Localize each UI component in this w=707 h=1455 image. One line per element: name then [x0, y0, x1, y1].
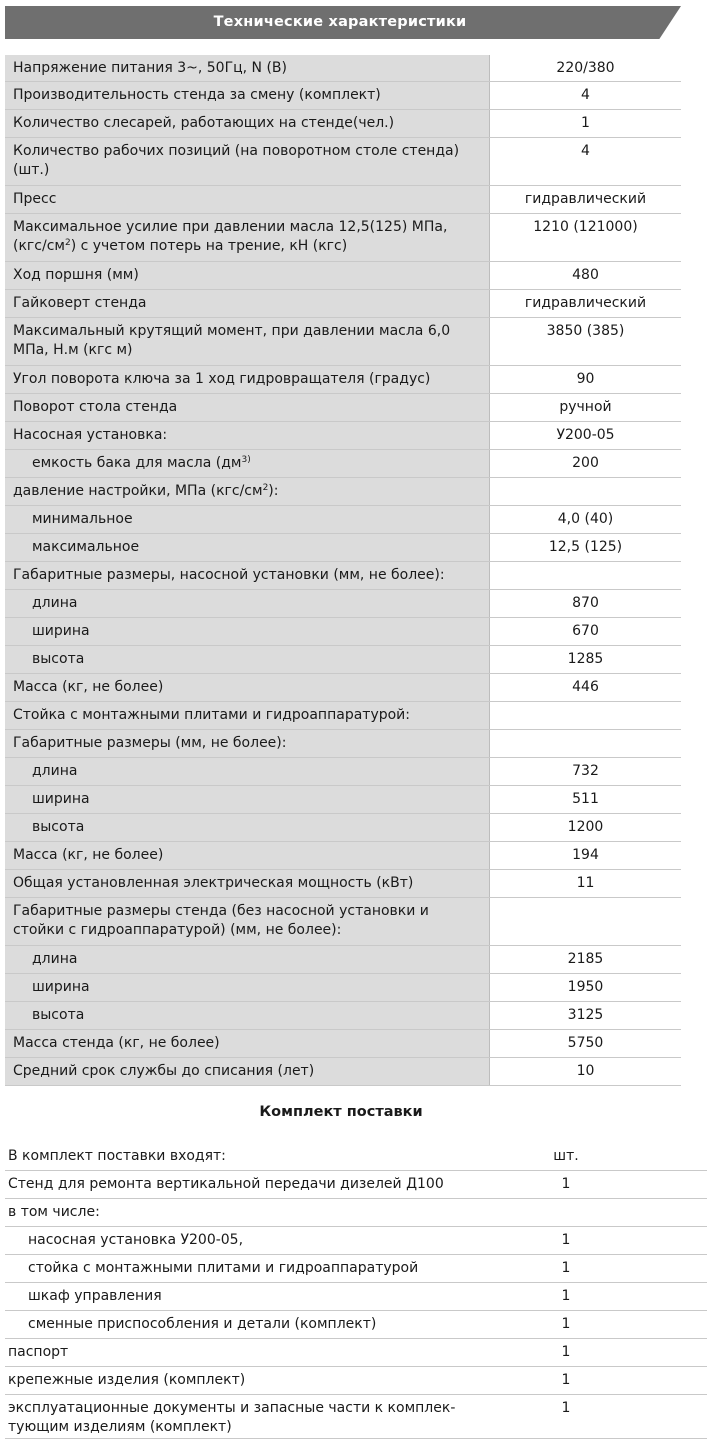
spec-value: 2185: [567, 951, 604, 967]
spec-row: [5, 450, 681, 478]
spec-label: Габаритные размеры (мм, не более):: [5, 730, 490, 757]
delivery-label: в том числе:: [8, 1204, 100, 1220]
delivery-label: шкаф управления: [28, 1288, 162, 1304]
spec-label: ширина: [5, 786, 490, 813]
delivery-label: насосная установка У200-05,: [28, 1232, 244, 1248]
spec-value: гидравлический: [524, 191, 647, 207]
delivery-row: [5, 1143, 707, 1171]
delivery-label: эксплуатационные документы и запасные части к комплек-тующим изделиям (комплект): [8, 1400, 456, 1435]
spec-label: ширина: [5, 618, 490, 645]
spec-row: [5, 214, 681, 262]
spec-label: Масса (кг, не более): [5, 842, 490, 869]
spec-value: ручной: [559, 399, 612, 415]
spec-value: 1285: [567, 651, 604, 667]
spec-label: Угол поворота ключа за 1 ход гидровращателя (градус): [5, 366, 490, 393]
spec-value: 1950: [567, 979, 604, 995]
spec-row: [5, 758, 681, 786]
spec-label: Масса стенда (кг, не более): [5, 1030, 490, 1057]
spec-value: 4,0 (40): [557, 511, 614, 527]
spec-row: [5, 422, 681, 450]
spec-value: 11: [576, 875, 595, 891]
delivery-label: В комплект поставки входят:: [8, 1148, 226, 1164]
delivery-value: 1: [561, 1232, 571, 1248]
spec-label: Количество слесарей, работающих на стенде(чел.): [5, 110, 490, 137]
spec-label: Габаритные размеры, насосной установки (мм, не более):: [5, 562, 490, 589]
spec-value: 220/380: [556, 60, 615, 76]
spec-label: высота: [5, 814, 490, 841]
spec-value: 670: [572, 623, 599, 639]
spec-value: 511: [572, 791, 599, 807]
delivery-row: [5, 1171, 707, 1199]
spec-label: Максимальное усилие при давлении масла 12,5(125) МПа, $(кгс/см^2)$ с учетом потерь на трение, кН (кгс): [5, 214, 490, 261]
spec-row: [5, 786, 681, 814]
delivery-row: [5, 1311, 707, 1339]
spec-value: 4: [581, 87, 590, 103]
delivery-label: крепежные изделия (комплект): [8, 1372, 246, 1388]
spec-row: [5, 318, 681, 366]
spec-row: [5, 814, 681, 842]
spec-label: минимальное: [5, 506, 490, 533]
spec-row: [5, 562, 681, 590]
delivery-value: 1: [561, 1344, 571, 1360]
spec-value: 732: [572, 763, 599, 779]
spec-row: [5, 974, 681, 1002]
delivery-label: паспорт: [8, 1344, 69, 1360]
spec-value: 870: [572, 595, 599, 611]
delivery-label: сменные приспособления и детали (комплект): [28, 1316, 377, 1332]
delivery-value: шт.: [553, 1148, 579, 1164]
spec-value: гидравлический: [524, 295, 647, 311]
spec-value: 5750: [567, 1035, 604, 1051]
spec-label: Количество рабочих позиций (на поворотном столе стенда) (шт.): [5, 138, 490, 185]
spec-row: [5, 506, 681, 534]
spec-label: емкость бака для масла ($дм^{3)}$: [5, 450, 490, 477]
spec-value: [490, 562, 681, 589]
spec-label: Максимальный крутящий момент, при давлении масла 6,0 МПа, Н.м (кгс м): [5, 318, 490, 365]
spec-row: [5, 702, 681, 730]
spec-row: [5, 1002, 681, 1030]
spec-label: Пресс: [5, 186, 490, 213]
spec-label: ширина: [5, 974, 490, 1001]
spec-row: [5, 618, 681, 646]
spec-value: 90: [576, 371, 595, 387]
spec-label: длина: [5, 758, 490, 785]
spec-row: [5, 1030, 681, 1058]
spec-row: [5, 55, 681, 82]
spec-row: [5, 590, 681, 618]
spec-label: Поворот стола стенда: [5, 394, 490, 421]
delivery-row: [5, 1283, 707, 1311]
spec-row: [5, 946, 681, 974]
spec-row: [5, 870, 681, 898]
delivery-row: [5, 1367, 707, 1395]
spec-label: Ход поршня (мм): [5, 262, 490, 289]
page-title: Технические характеристики: [213, 14, 467, 30]
delivery-value: 1: [561, 1372, 571, 1388]
delivery-row: [5, 1255, 707, 1283]
delivery-value: 1: [561, 1176, 571, 1192]
spec-row: [5, 534, 681, 562]
spec-label: Общая установленная электрическая мощность (кВт): [5, 870, 490, 897]
spec-label: Масса (кг, не более): [5, 674, 490, 701]
spec-value: [490, 478, 681, 505]
spec-label: максимальное: [5, 534, 490, 561]
spec-row: [5, 366, 681, 394]
delivery-row: [5, 1227, 707, 1255]
spec-row: [5, 1058, 681, 1086]
spec-value: 200: [572, 455, 599, 471]
delivery-row: [5, 1339, 707, 1367]
spec-value: У200-05: [556, 427, 615, 443]
spec-row: [5, 290, 681, 318]
delivery-value: 1: [561, 1288, 571, 1304]
spec-label: высота: [5, 646, 490, 673]
spec-row: [5, 394, 681, 422]
spec-value: 446: [572, 679, 599, 695]
spec-row: [5, 898, 681, 946]
spec-value: 1210 (121000): [533, 219, 638, 235]
spec-row: [5, 82, 681, 110]
spec-label: Гайковерт стенда: [5, 290, 490, 317]
delivery-row: [5, 1199, 707, 1227]
spec-row: [5, 262, 681, 290]
spec-row: [5, 674, 681, 702]
spec-row: [5, 646, 681, 674]
spec-row: [5, 186, 681, 214]
spec-value: 194: [572, 847, 599, 863]
spec-row: [5, 478, 681, 506]
spec-label: давление настройки, МПа $(кгс/см^2)$:: [5, 478, 490, 505]
spec-label: Габаритные размеры стенда (без насосной установки и стойки с гидроаппаратурой) (мм, не более):: [5, 898, 490, 945]
spec-label: Средний срок службы до списания (лет): [5, 1058, 490, 1085]
delivery-value: 1: [561, 1316, 571, 1332]
spec-row: [5, 138, 681, 186]
spec-value: 1: [581, 115, 590, 131]
spec-row: [5, 730, 681, 758]
spec-value: 1200: [567, 819, 604, 835]
delivery-value: 1: [561, 1260, 571, 1276]
spec-value: [490, 702, 681, 729]
spec-value: [490, 898, 681, 945]
spec-value: 3125: [567, 1007, 604, 1023]
spec-row: [5, 842, 681, 870]
spec-label: длина: [5, 590, 490, 617]
spec-label: Насосная установка:: [5, 422, 490, 449]
spec-value: 480: [572, 267, 599, 283]
spec-value: 12,5 (125): [548, 539, 623, 555]
spec-value: 10: [576, 1063, 595, 1079]
spec-value: [490, 730, 681, 757]
spec-label: Стойка с монтажными плитами и гидроаппаратурой:: [5, 702, 490, 729]
spec-value: 3850 (385): [546, 323, 625, 339]
delivery-row: [5, 1395, 707, 1439]
specs-table: [5, 55, 681, 1086]
delivery-label: стойка с монтажными плитами и гидроаппаратурой: [28, 1260, 419, 1276]
delivery-title: Комплект поставки: [259, 1104, 423, 1120]
delivery-value: [485, 1199, 707, 1226]
delivery-value: 1: [561, 1400, 571, 1416]
delivery-table: [5, 1143, 707, 1439]
spec-value: 4: [581, 143, 590, 159]
spec-label: Производительность стенда за смену (комплект): [5, 82, 490, 109]
spec-row: [5, 110, 681, 138]
delivery-label: Стенд для ремонта вертикальной передачи дизелей Д100: [8, 1176, 444, 1192]
spec-label: высота: [5, 1002, 490, 1029]
spec-label: Напряжение питания 3~, 50Гц, N (В): [5, 55, 490, 81]
spec-label: длина: [5, 946, 490, 973]
